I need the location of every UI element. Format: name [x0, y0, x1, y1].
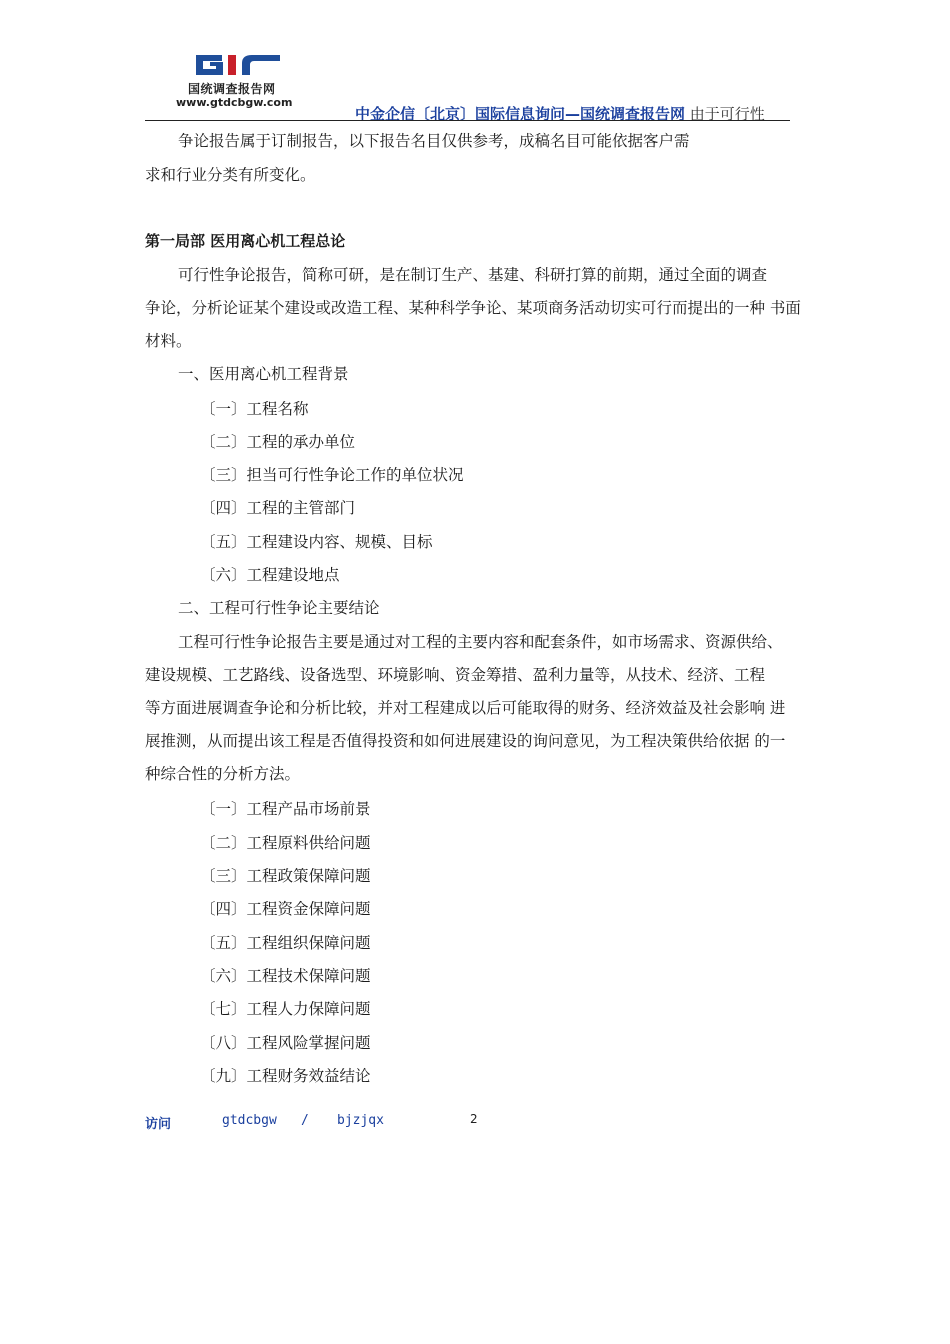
- section1-title: 一、医用离心机工程背景: [178, 365, 349, 383]
- intro-line-2: 求和行业分类有所变化。: [145, 166, 316, 184]
- part-heading: 第一局部 医用离心机工程总论: [145, 232, 346, 250]
- section2-item: 〔六〕工程技术保障问题: [200, 967, 371, 985]
- header-tail: 由于可行性: [689, 105, 765, 123]
- section2-item: 〔九〕工程财务效益结论: [200, 1067, 371, 1085]
- section2-item: 〔三〕工程政策保障问题: [200, 867, 371, 885]
- site-logo[interactable]: [172, 48, 312, 114]
- section1-item: 〔四〕工程的主管部门: [200, 499, 356, 517]
- section2-item: 〔二〕工程原料供给问题: [200, 834, 371, 852]
- section1-item: 〔五〕工程建设内容、规模、目标: [200, 533, 433, 551]
- intro-line-1: 争论报告属于订制报告，以下报告名目仅供参考，成稿名目可能依据客户需: [178, 132, 690, 150]
- logo-mark-icon: [192, 52, 284, 78]
- definition-line-1: 可行性争论报告，简称可研，是在制订生产、基建、科研打算的前期，通过全面的调查: [178, 266, 768, 284]
- logo-name: 国统调查报告网: [188, 82, 276, 96]
- footer-site-link[interactable]: gtdcbgw: [222, 1113, 277, 1128]
- section2-item: 〔四〕工程资金保障问题: [200, 900, 371, 918]
- section1-item: 〔三〕担当可行性争论工作的单位状况: [200, 466, 464, 484]
- logo-url: www.gtdcbgw.com: [176, 96, 293, 109]
- page-number: 2: [470, 1112, 478, 1126]
- definition-line-2: 争论，分析论证某个建设或改造工程、某种科学争论、某项商务活动切实可行而提出的一种 书面: [145, 299, 801, 317]
- section2-paragraph-line-1: 工程可行性争论报告主要是通过对工程的主要内容和配套条件，如市场需求、资源供给、: [178, 633, 783, 651]
- section2-paragraph-line-2: 建设规模、工艺路线、设备选型、环境影响、资金筹措、盈利力量等，从技术、经济、工程: [145, 666, 766, 684]
- footer-slash: /: [301, 1113, 309, 1128]
- section2-item: 〔八〕工程风险掌握问题: [200, 1034, 371, 1052]
- section2-item: 〔七〕工程人力保障问题: [200, 1000, 371, 1018]
- header-rule: [145, 120, 790, 121]
- section2-paragraph-line-4: 展推测，从而提出该工程是否值得投资和如何进展建设的询问意见，为工程决策供给依据 的一: [145, 732, 786, 750]
- definition-line-3: 材料。: [145, 332, 192, 350]
- section1-item: 〔六〕工程建设地点: [200, 566, 340, 584]
- section1-item: 〔一〕工程名称: [200, 400, 309, 418]
- header-org-link[interactable]: 中金企信〔北京〕国际信息询问—国统调查报告网: [355, 105, 686, 123]
- section2-paragraph-line-5: 种综合性的分析方法。: [145, 765, 301, 783]
- section2-paragraph-line-3: 等方面进展调查争论和分析比较，并对工程建成以后可能取得的财务、经济效益及社会影响 进: [145, 699, 786, 717]
- footer-visit-link[interactable]: 访问: [145, 1117, 172, 1132]
- section2-item: 〔一〕工程产品市场前景: [200, 800, 371, 818]
- footer-path-link[interactable]: bjzjqx: [337, 1113, 384, 1128]
- section2-item: 〔五〕工程组织保障问题: [200, 934, 371, 952]
- section2-title: 二、工程可行性争论主要结论: [178, 599, 380, 617]
- section1-item: 〔二〕工程的承办单位: [200, 433, 356, 451]
